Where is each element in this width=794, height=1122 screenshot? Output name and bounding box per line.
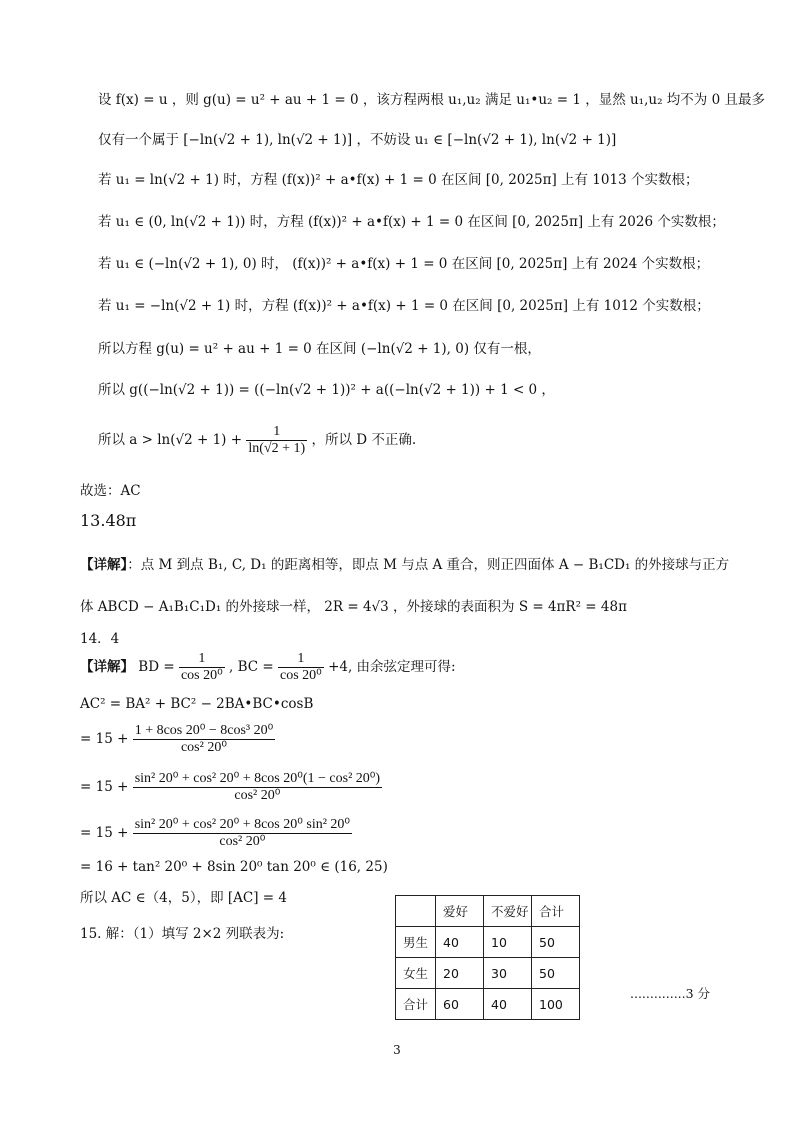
table-cell: 50 [532,927,580,958]
q14-fraction-2-numerator: 1 [278,651,324,668]
equation-2-denominator: cos² 20⁰ [180,740,227,755]
table-header-cell: 合计 [532,896,580,927]
solution-line-8: 所以 g((−ln(√2 + 1)) = ((−ln(√2 + 1))² + a((−ln(√2 + 1)) + 1 < 0 ， [98,382,555,398]
solution-line-7: 所以方程 g(u) = u² + au + 1 = 0 在区间 (−ln(√2 + 1), 0) 仅有一根， [98,341,541,357]
table-header-cell: 爱好 [436,896,484,927]
solution-line-1: 设 f(x) = u ，则 g(u) = u² + au + 1 = 0 ，该方程两根 u₁,u₂ 满足 u₁•u₂ = 1 ，显然 u₁,u₂ 均不为 0 且最多 [98,92,765,108]
table-cell: 50 [532,958,580,989]
q14-bc: , BC = [229,659,278,675]
equation-line-4 [80,817,352,850]
table-cell: 男生 [396,927,436,958]
table-cell: 10 [484,927,532,958]
q14-fraction-1-numerator: 1 [179,651,225,668]
equation-4-prefix: = 15 + [80,825,133,841]
equation-line-5: = 16 + tan² 20⁰ + 8sin 20⁰ tan 20⁰ ∈ (16, 25) [80,859,388,875]
equation-4-fraction [133,817,352,850]
answer-q12: 故选：AC [80,483,141,499]
equation-4-denominator: cos² 20⁰ [219,834,266,849]
line9-fraction [246,424,307,457]
solution-line-3: 若 u₁ = ln(√2 + 1) 时，方程 (f(x))² + a•f(x) + 1 = 0 在区间 [0, 2025π] 上有 1013 个实数根； [98,172,699,188]
equation-3-fraction [133,771,382,804]
equation-2-fraction [133,723,276,756]
q14-fraction-1 [179,651,225,684]
table-cell: 100 [532,989,580,1020]
q14-detail-label: 【详解】 [80,659,134,675]
table-row [396,958,580,989]
q14-bd: BD = [138,659,179,675]
line9-fraction-numerator: 1 [246,424,307,441]
table-cell: 合计 [396,989,436,1020]
equation-2-numerator: 1 + 8cos 20⁰ − 8cos³ 20⁰ [134,723,274,738]
q13-detail-text-1: ：点 M 到点 B₁, C, D₁ 的距离相等，即点 M 与点 A 重合，则正四面体 A − B₁CD₁ 的外接球与正方 [127,557,730,573]
equation-line-1: AC² = BA² + BC² − 2BA•BC•cosB [80,696,314,712]
solution-line-9 [98,424,416,457]
table-header-cell [396,896,436,927]
solution-line-6: 若 u₁ = −ln(√2 + 1) 时，方程 (f(x))² + a•f(x) + 1 = 0 在区间 [0, 2025π] 上有 1012 个实数根； [98,298,710,314]
equation-line-3 [80,771,382,804]
equation-3-numerator: sin² 20⁰ + cos² 20⁰ + 8cos 20⁰(1 − cos² 20⁰) [134,771,381,786]
q14-fraction-2 [278,651,324,684]
table-row [396,989,580,1020]
line9-fraction-denominator: ln(√2 + 1) [248,441,306,456]
solution-line-2: 仅有一个属于 [−ln(√2 + 1), ln(√2 + 1)] ，不妨设 u₁ ∈ [−ln(√2 + 1), ln(√2 + 1)] [98,132,617,148]
equation-line-6: 所以 AC ∈（4，5），即 [AC] = 4 [80,890,287,906]
line9-prefix: 所以 a > ln(√2 + 1) + [98,432,247,448]
table-cell: 40 [436,927,484,958]
equation-line-2 [80,723,275,756]
table-cell: 20 [436,958,484,989]
q14-fraction-1-denominator: cos 20⁰ [180,668,223,683]
q14-detail-suffix: +4, 由余弦定理可得: [328,659,456,675]
equation-3-prefix: = 15 + [80,779,133,795]
contingency-table [395,895,580,1020]
table-row [396,927,580,958]
table-cell: 30 [484,958,532,989]
table-header-cell: 不爱好 [484,896,532,927]
page-number: 3 [393,1043,401,1057]
table-cell: 40 [484,989,532,1020]
line9-suffix: ，所以 D 不正确. [311,432,417,448]
score-marker: ..............3 分 [630,986,711,1001]
q15-intro: 15. 解：（1）填写 2×2 列联表为: [80,926,285,942]
equation-3-denominator: cos² 20⁰ [234,788,281,803]
table-cell: 女生 [396,958,436,989]
q14-fraction-2-denominator: cos 20⁰ [280,668,322,683]
solution-line-4: 若 u₁ ∈ (0, ln(√2 + 1)) 时，方程 (f(x))² + a•f(x) + 1 = 0 在区间 [0, 2025π] 上有 2026 个实数根； [98,214,725,230]
q13-detail-line-1 [80,556,729,574]
table-header-row [396,896,580,927]
answer-q14: 14．4 [80,631,120,647]
equation-4-numerator: sin² 20⁰ + cos² 20⁰ + 8cos 20⁰ sin² 20⁰ [134,817,351,832]
q13-detail-line-2: 体 ABCD − A₁B₁C₁D₁ 的外接球一样， 2R = 4√3 ，外接球的表面积为 S = 4πR² = 48π [80,599,627,615]
table-cell: 60 [436,989,484,1020]
q13-detail-label: 【详解】 [80,557,128,573]
equation-2-prefix: = 15 + [80,731,133,747]
solution-line-5: 若 u₁ ∈ (−ln(√2 + 1), 0) 时， (f(x))² + a•f(x) + 1 = 0 在区间 [0, 2025π] 上有 2024 个实数根； [98,256,710,272]
answer-q13: 13.48π [80,511,137,530]
q14-detail-line [80,651,456,684]
